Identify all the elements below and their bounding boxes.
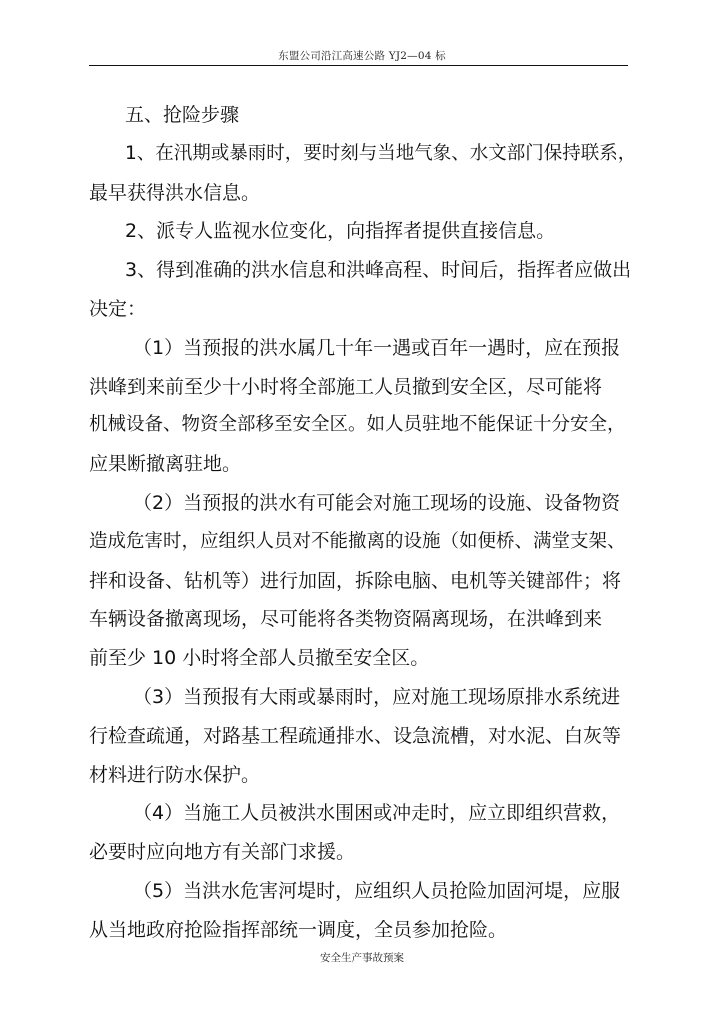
item-2-line: 拌和设备、钻机等）进行加固，拆除电脑、电机等关键部件；将: [89, 569, 622, 592]
item-2-line: 造成危害时，应组织人员对不能撤离的设施（如便桥、满堂支架、: [89, 530, 626, 552]
item-3-line: （3）当预报有大雨或暴雨时，应对施工现场原排水系统进: [133, 685, 621, 708]
item-1-line: 机械设备、物资全部移至安全区。如人员驻地不能保证十分安全，: [89, 414, 626, 436]
item-1-line: 洪峰到来前至少十小时将全部施工人员撤到安全区，尽可能将: [89, 375, 603, 398]
document-body: [89, 96, 637, 950]
item-5-line: （5）当洪水危害河堤时，应组织人员抢险加固河堤，应服: [133, 879, 621, 902]
step-1-line: 最早获得洪水信息。: [89, 181, 261, 204]
page-footer: 安全生产事故预案: [320, 952, 404, 964]
item-3-line: 行检查疏通，对路基工程疏通排水、设急流槽，对水泥、白灰等: [89, 724, 622, 747]
item-4-line: 必要时应向地方有关部门求援。: [89, 841, 356, 864]
step-3-line: 3、得到准确的洪水信息和洪峰高程、时间后，指挥者应做出: [125, 259, 632, 282]
section-heading: 五、抢险步骤: [125, 104, 240, 126]
step-3-line: 决定：: [89, 297, 147, 320]
item-3-line: 材料进行防水保护。: [89, 763, 261, 786]
item-5-line: 从当地政府抢险指挥部统一调度，全员参加抢险。: [89, 918, 508, 941]
item-2-line: 车辆设备撤离现场，尽可能将各类物资隔离现场，在洪峰到来: [89, 608, 603, 631]
item-4-line: （4）当施工人员被洪水围困或冲走时，应立即组织营救，: [133, 802, 621, 825]
page-header: 东盟公司沿江高速公路 YJ2—04 标: [278, 50, 446, 62]
item-2-line: 前至少 10 小时将全部人员撤至安全区。: [89, 647, 430, 670]
item-2-line: （2）当预报的洪水有可能会对施工现场的设施、设备物资: [133, 491, 621, 514]
item-1-line: （1）当预报的洪水属几十年一遇或百年一遇时，应在预报: [133, 336, 621, 359]
item-1-line: 应果断撤离驻地。: [89, 453, 242, 476]
header-rule: [89, 65, 628, 66]
step-2-line: 2、派专人监视水位变化，向指挥者提供直接信息。: [125, 220, 556, 243]
step-1-line: 1、在汛期或暴雨时，要时刻与当地气象、水文部门保持联系，: [125, 142, 637, 164]
